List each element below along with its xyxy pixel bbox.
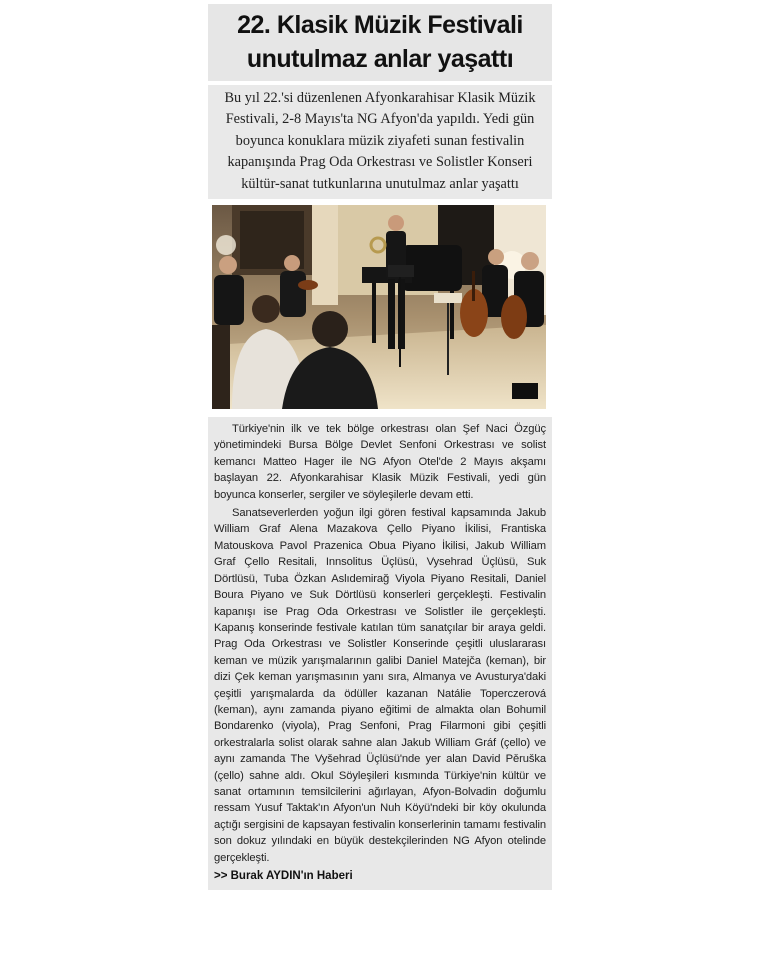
headline: 22. Klasik Müzik Festivali unutulmaz anlar yaşattı bbox=[237, 11, 523, 73]
concert-photo bbox=[212, 205, 546, 409]
article-body bbox=[208, 417, 552, 890]
lead-paragraph: Bu yıl 22.'si düzenlenen Afyonkarahisar Klasik Müzik Festivali, 2-8 Mayıs'ta NG Afyon'da yapıldı. Yedi gün boyunca konuklara müzik ziyafeti sunan festivalin kapanışında Prag Oda Orkestrası ve Solistler Konseri kültür-sanat tutkunlarına unutulmaz anlar yaşattı bbox=[224, 90, 536, 192]
newspaper-clipping bbox=[208, 4, 552, 890]
headline-box bbox=[208, 4, 552, 81]
concert-photo-image bbox=[212, 205, 546, 409]
lead-box bbox=[208, 85, 552, 199]
body-paragraph-1: Türkiye'nin ilk ve tek bölge orkestrası olan Şef Naci Özgüç yönetimindeki Bursa Bölge Devlet Senfoni Orkestrası ve solist kemancı Matteo Hager ile NG Afyon Otel'de 2 Mayıs akşamı başlayan 22. Afyonkarahisar Klasik Müzik Festivali, yedi gün boyunca konserler, sergiler ve söyleşilerle devam etti. bbox=[214, 423, 546, 501]
body-paragraph-2: Sanatseverlerden yoğun ilgi gören festival kapsamında Jakub William Graf Alena Mazakova Çello Piyano İkilisi, Frantiska Matouskova Pavol Prazenica Obua Piyano İkilisi, Jakub William Graf Çello Resitali, Innsolitus Üçlüsü, Vysehrad Üçlüsü, Suk Dörtlüsü, Tuba Özkan Aslıdemirağ Viyola Piyano Resitali, Daniel Boura Piyano ve Suk Dörtlüsü konserleri gerçekleşti. Festivalin kapanışı ise Prag Oda Orkestrası ve Solistler ile gerçekleşti. Kapanış konserinde festivale katılan tüm sanatçılar bir araya geldi. Prag Oda Orkestrası ve Solistler Konserinde çeşitli uluslararası keman ve müzik yarışmalarının galibi Daniel Matejča (keman), bir dizi Çek keman yarışmasının yanı sıra, Almanya ve Avusturya'daki çeşitli yarışmalarda da ödüller kazanan Natálie Toperczerová (keman), aynı zamanda piyano eğitimi de almakta olan Bohumil Bondarenko (viyola), Prag Senfoni, Prag Filarmoni gibi çeşitli orkestralarla solist olarak sahne alan Jakub William Gráf (çello) ve aynı zamanda The Vyšehrad Üçlüsü'nde yer alan David Pěruška (çello) sahne aldı. Okul Söyleşileri kısmında Türkiye'nin kültür ve sanat ortamının temsilcilerini ağırlayan, Afyon-Bolvadin doğumlu ressam Yusuf Taktak'ın Afyon'un Nuh Köyü'ndeki bir köy okulunda açtığı sergisini de kapsayan festivalin konserlerinin tamamı festivalin son dokuz yılındaki en büyük destekçilerinden NG Afyon otelinde gerçekleşti. bbox=[214, 507, 546, 864]
byline: >> Burak AYDIN'ın Haberi bbox=[214, 870, 353, 882]
